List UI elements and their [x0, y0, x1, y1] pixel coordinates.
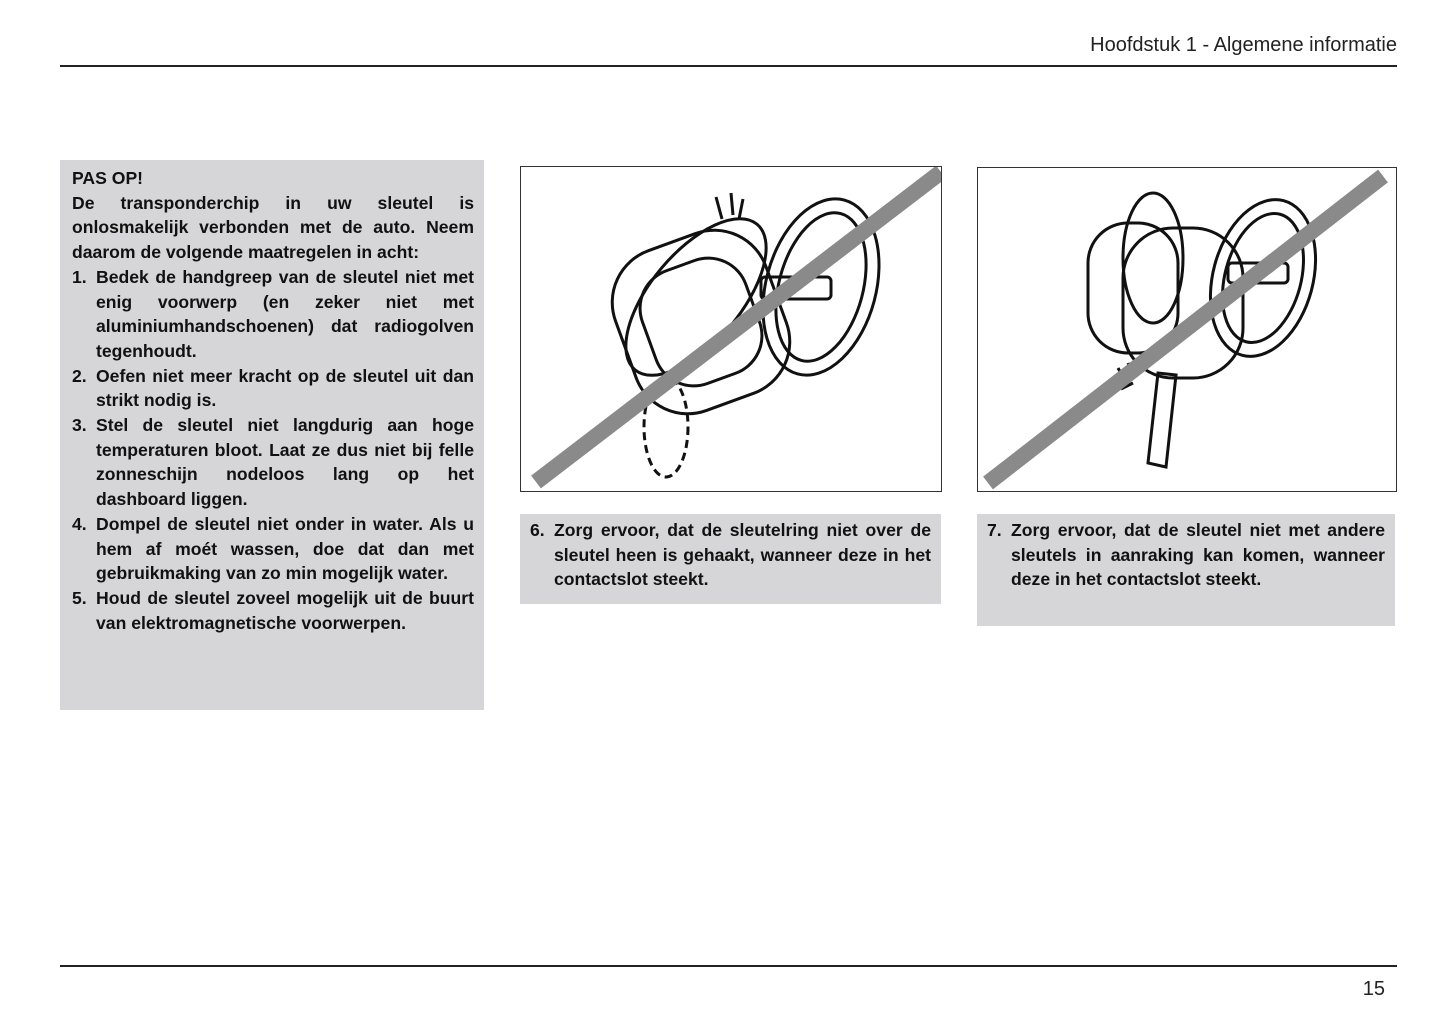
item-text: Stel de sleutel niet langdurig aan hoge temperaturen bloot. Laat ze dus niet bij felle zonneschijn nodeloos lang op het dashboard liggen.: [96, 415, 474, 510]
list-item: [72, 413, 474, 512]
illustration-keyring-over-key: [520, 166, 942, 492]
footer-rule: [60, 965, 1397, 967]
list-item: [72, 364, 474, 413]
item-text: Houd de sleutel zoveel mogelijk uit de buurt van elektromagnetische voorwerpen.: [96, 587, 474, 633]
caption-number: 6.: [530, 520, 545, 540]
item-text: Oefen niet meer kracht op de sleutel uit dan strikt nodig is.: [96, 365, 474, 411]
page-number: 15: [1362, 978, 1385, 1000]
header-rule: [60, 65, 1397, 67]
warning-list: [72, 265, 474, 636]
item-number: 1.: [72, 266, 87, 287]
warning-box: [60, 160, 484, 710]
chapter-title: Hoofdstuk 1 - Algemene informatie: [1090, 34, 1397, 56]
list-item: [72, 586, 474, 635]
warning-intro: De transponderchip in uw sleutel is onlosmakelijk verbonden met de auto. Neem daarom de volgende maatregelen in acht:: [72, 192, 474, 263]
multiple-keys-illustration: [978, 168, 1396, 491]
figure-caption: [520, 514, 941, 604]
list-item: [72, 265, 474, 364]
caption-text: Zorg ervoor, dat de sleutel niet met andere sleutels in aanraking kan komen, wanneer deze in het contactslot steekt.: [1011, 520, 1385, 590]
item-number: 2.: [72, 365, 87, 386]
figure-caption: [977, 514, 1395, 626]
item-number: 4.: [72, 513, 87, 534]
list-item: [72, 512, 474, 586]
key-keyring-illustration: [521, 167, 941, 491]
warning-heading: PAS OP!: [72, 168, 144, 188]
prohibited-strike-line: [988, 176, 1383, 483]
item-text: Dompel de sleutel niet onder in water. Als u hem af moét wassen, doe dat dan met gebruikmaking van zo min mogelijk water.: [96, 513, 474, 584]
illustration-multiple-keys: [977, 167, 1397, 492]
item-number: 5.: [72, 587, 87, 608]
item-text: Bedek de handgreep van de sleutel niet met enig voorwerp (en zeker niet met aluminiumhandschoenen) dat radiogolven tegenhoudt.: [96, 266, 474, 361]
item-number: 3.: [72, 415, 87, 436]
caption-text: Zorg ervoor, dat de sleutelring niet over de sleutel heen is gehaakt, wanneer deze in het contactslot steekt.: [554, 520, 931, 590]
caption-number: 7.: [987, 520, 1002, 540]
